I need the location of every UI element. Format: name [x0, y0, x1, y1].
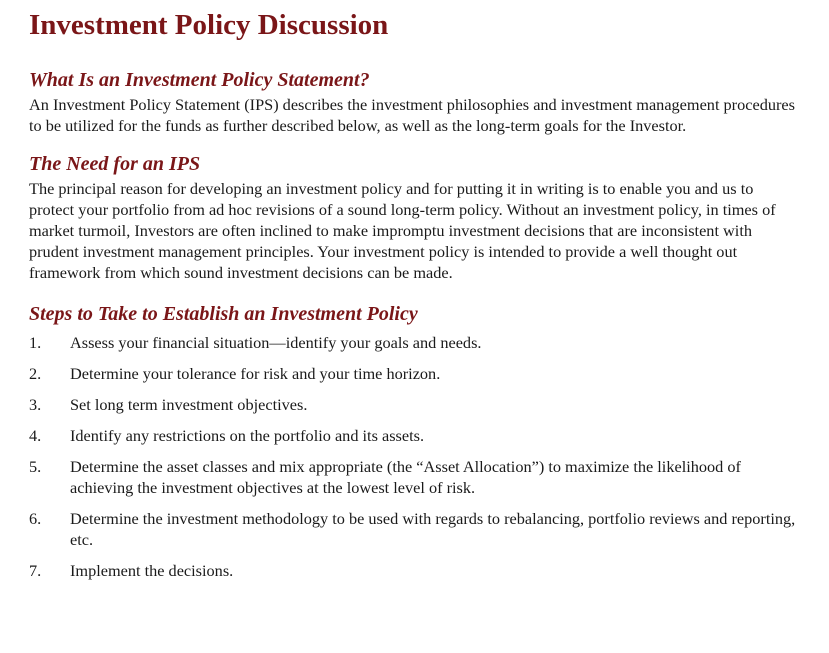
list-item-text: Determine the investment methodology to be used with regards to rebalancing, portfolio reviews and reporting, etc. — [70, 509, 796, 549]
list-item — [29, 560, 799, 581]
list-item-text: Set long term investment objectives. — [70, 395, 308, 414]
list-item-text: Determine the asset classes and mix appropriate (the “Asset Allocation”) to maximize the likelihood of achieving the investment objectives at the lowest level of risk. — [70, 457, 741, 497]
list-item — [29, 394, 799, 415]
list-item — [29, 425, 799, 446]
list-item-text: Assess your financial situation—identify your goals and needs. — [70, 333, 482, 352]
list-item — [29, 508, 799, 550]
list-item — [29, 332, 799, 353]
list-item — [29, 363, 799, 384]
section-heading-steps: Steps to Take to Establish an Investment Policy — [29, 303, 418, 325]
section-heading-what-is-ips: What Is an Investment Policy Statement? — [29, 69, 370, 91]
section-heading-need-for-ips: The Need for an IPS — [29, 153, 201, 175]
section-body-need-for-ips: The principal reason for developing an investment policy and for putting it in writing is to enable you and us to protect your portfolio from ad hoc revisions of a sound long-term policy. Without an investment policy, in times of market turmoil, Investors are often inclined to make impromptu investment decisions that are inconsistent with prudent investment management principles. Your investment policy is intended to provide a well thought out framework from which sound investment decisions can be made. — [29, 179, 776, 282]
list-item-number: 3. — [29, 395, 42, 414]
list-item — [29, 456, 799, 498]
steps-list — [29, 332, 799, 581]
list-item-number: 2. — [29, 364, 42, 383]
list-item-number: 4. — [29, 426, 42, 445]
list-item-number: 7. — [29, 561, 42, 580]
list-item-number: 6. — [29, 509, 42, 528]
section-body-what-is-ips: An Investment Policy Statement (IPS) describes the investment philosophies and investment management procedures to be utilized for the funds as further described below, as well as the long-term goals for the Investor. — [29, 95, 795, 135]
list-item-number: 1. — [29, 333, 42, 352]
document-page — [29, 8, 799, 591]
list-item-text: Determine your tolerance for risk and your time horizon. — [70, 364, 441, 383]
list-item-number: 5. — [29, 457, 42, 476]
page-title: Investment Policy Discussion — [29, 9, 389, 41]
list-item-text: Implement the decisions. — [70, 561, 234, 580]
list-item-text: Identify any restrictions on the portfolio and its assets. — [70, 426, 425, 445]
